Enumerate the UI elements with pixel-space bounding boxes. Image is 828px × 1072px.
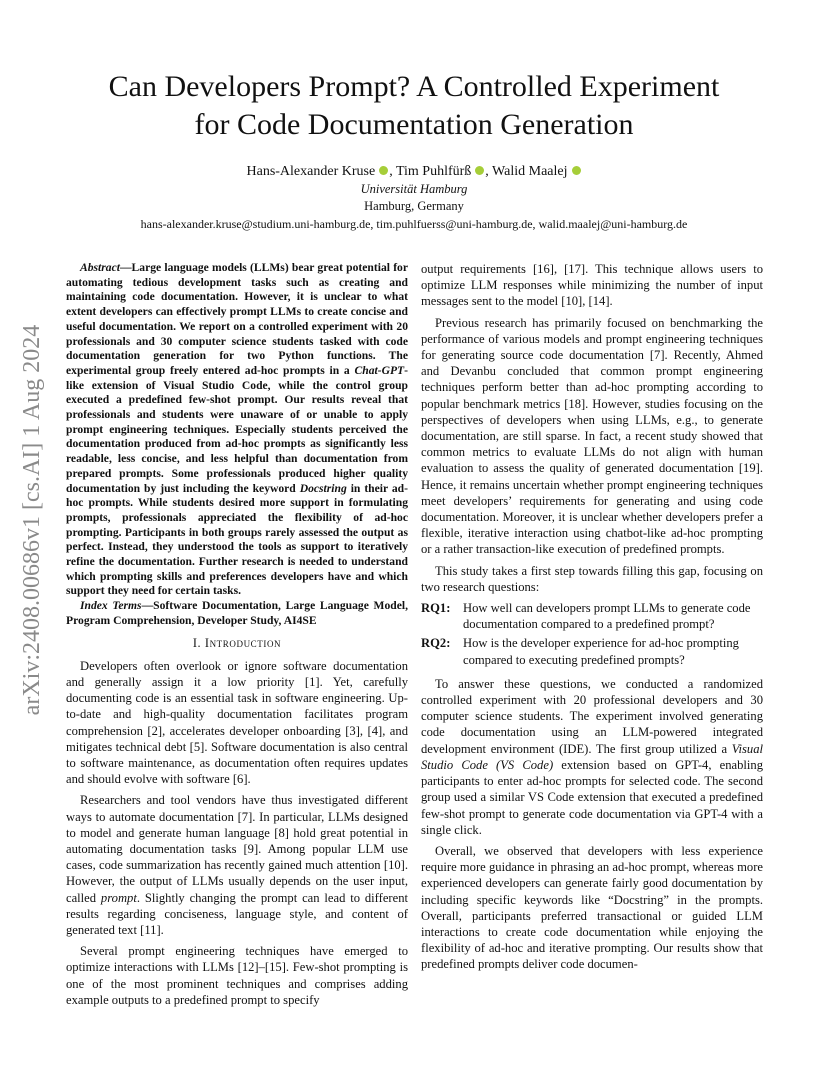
index-terms: Index Terms—Software Documentation, Large Language Model, Program Comprehension, Developer Study, AI4SE <box>66 599 408 627</box>
author-emails: hans-alexander.kruse@studium.uni-hamburg.de, tim.puhlfuerss@uni-hamburg.de, walid.maalej@uni-hamburg.de <box>140 217 688 231</box>
author-name: Walid Maalej <box>492 164 568 179</box>
right-column <box>421 261 763 978</box>
rq-label: RQ1: <box>421 601 451 616</box>
institution: Universität Hamburg <box>360 182 468 196</box>
abstract-label: Abstract <box>80 261 120 274</box>
orcid-icon[interactable] <box>572 166 581 175</box>
arxiv-id: arXiv:2408.00686v1 [cs.AI] 1 Aug 2024 <box>19 324 45 716</box>
section-heading-introduction: I. Introduction <box>192 635 282 650</box>
left-column <box>66 261 408 1013</box>
body-paragraph: output requirements [16], [17]. This technique allows users to optimize LLM responses while minimizing the number of input messages sent to the model [10], [14]. <box>421 262 763 309</box>
orcid-icon[interactable] <box>379 166 388 175</box>
research-questions <box>421 600 763 668</box>
paper-title <box>40 68 788 144</box>
rq-label: RQ2: <box>421 636 451 651</box>
author-list: Hans-Alexander Kruse , Tim Puhlfürß , Walid Maalej <box>40 163 788 181</box>
intro-paragraph-1: Developers often overlook or ignore software documentation and generally assign it a low priority [1]. Yet, carefully documenting code is an essential task in software engineering. Up-to-date and high-quality documentation facilitates program comprehension [2], accelerates developer onboarding [3], [4], and mitigates technical debt [5]. Software documentation is also central to software maintenance, as documentation often requires updates and should evolve with software [6]. <box>66 658 408 787</box>
author-name: Hans-Alexander Kruse <box>246 164 376 179</box>
body-paragraph: This study takes a first step towards filling this gap, focusing on two research questions: <box>421 563 763 594</box>
research-question <box>421 600 763 632</box>
body-paragraph: Previous research has primarily focused on benchmarking the performance of various models and prompt engineering techniques for generating source code documentation [7]. Recently, Ahmed and Devanbu concluded that common prompt engineering techniques perform better than ad-hoc prompting according to popular benchmark metrics [18]. However, studies focusing on the perspectives of developers when using LLMs, e.g., to generate documentation, are still sparse. In fact, a recent study showed that common metrics to evaluate LLMs do not align with human evaluation to assess the quality of generated documentation [19]. Hence, it remains uncertain whether prompt engineering techniques meet developers’ requirements for generating and using code documentation. Moreover, it is unclear whether developers prefer a flexible, iterative interaction using chatbot-like ad-hoc prompting or a rather transaction-like execution of predefined prompts. <box>421 315 763 557</box>
intro-paragraph-2: Researchers and tool vendors have thus investigated different ways to automate documentation [7]. In particular, LLMs designed to model and generate human language [8] hold great potential in automating documentation tasks [9]. Among popular LLM use cases, code summarization has recently gained much attention [10]. However, the output of LLMs usually depends on the user input, called prompt. Slightly changing the prompt can lead to different results regarding conciseness, language style, and content of generated text [11]. <box>66 793 408 938</box>
body-paragraph: Overall, we observed that developers with less experience require more guidance in phrasing an ad-hoc prompt, whereas more experienced developers can generate fairly good documentation by including specific keywords like “Docstring” in the prompts. Overall, participants preferred transactional or guided LLM interactions to create code documentation while enjoying the flexibility of ad-hoc and iterative prompting. Our results show that predefined prompts deliver code documen- <box>421 843 763 972</box>
index-terms-label: Index Terms <box>80 599 142 613</box>
abstract: Abstract—Large language models (LLMs) bear great potential for automating tedious development tasks such as creating and maintaining code documentation. However, it is unclear to what extent developers can effectively prompt LLMs to create concise and useful documentation. We report on a controlled experiment with 20 professionals and 30 computer science students tasked with code documentation generation for two Python functions. The experimental group freely entered ad-hoc prompts in a Chat-GPT-like extension of Visual Studio Code, while the control group executed a predefined few-shot prompt. Our results reveal that professionals and students were unaware of or unable to apply prompt engineering techniques. Especially students perceived the documentation produced from ad-hoc prompts as significantly less readable, less concise, and less helpful than documentation from prepared prompts. Some professionals produced higher quality documentation by just including the keyword Docstring in their ad-hoc prompts. While students desired more support in formulating prompts, professionals appreciated the flexibility of ad-hoc prompting. Participants in both groups rarely assessed the output as perfect. Instead, they understood the tools as support to iteratively refine the documentation. Further research is needed to understand which prompting skills and preferences developers have and which support they need for certain tasks. <box>66 261 408 598</box>
rq-text: How well can developers prompt LLMs to generate code documentation compared to a predefined prompt? <box>463 601 751 632</box>
body-paragraph: To answer these questions, we conducted a randomized controlled experiment with 20 professional developers and 30 computer science students. The experiment involved generating code documentation using an LLM-powered integrated development environment (IDE). The first group utilized a Visual Studio Code (VS Code) extension based on GPT-4, enabling participants to enter ad-hoc prompts for selected code. The second group used a similar VS Code extension that executed a predefined few-shot prompt to generate code documentation via GPT-4 with a single click. <box>421 676 763 837</box>
location: Hamburg, Germany <box>364 199 464 213</box>
research-question <box>421 635 763 667</box>
orcid-icon[interactable] <box>475 166 484 175</box>
title-line-2: for Code Documentation Generation <box>194 108 634 141</box>
author-name: Tim Puhlfürß <box>395 164 472 179</box>
rq-text: How is the developer experience for ad-hoc prompting compared to executing predefined prompts? <box>463 636 739 667</box>
title-line-1: Can Developers Prompt? A Controlled Experiment <box>108 70 720 103</box>
intro-paragraph-3: Several prompt engineering techniques have emerged to optimize interactions with LLMs [12]–[15]. Few-shot prompting is one of the most prominent techniques and comprises adding example outputs to a predefined prompt to specify <box>66 944 408 1007</box>
